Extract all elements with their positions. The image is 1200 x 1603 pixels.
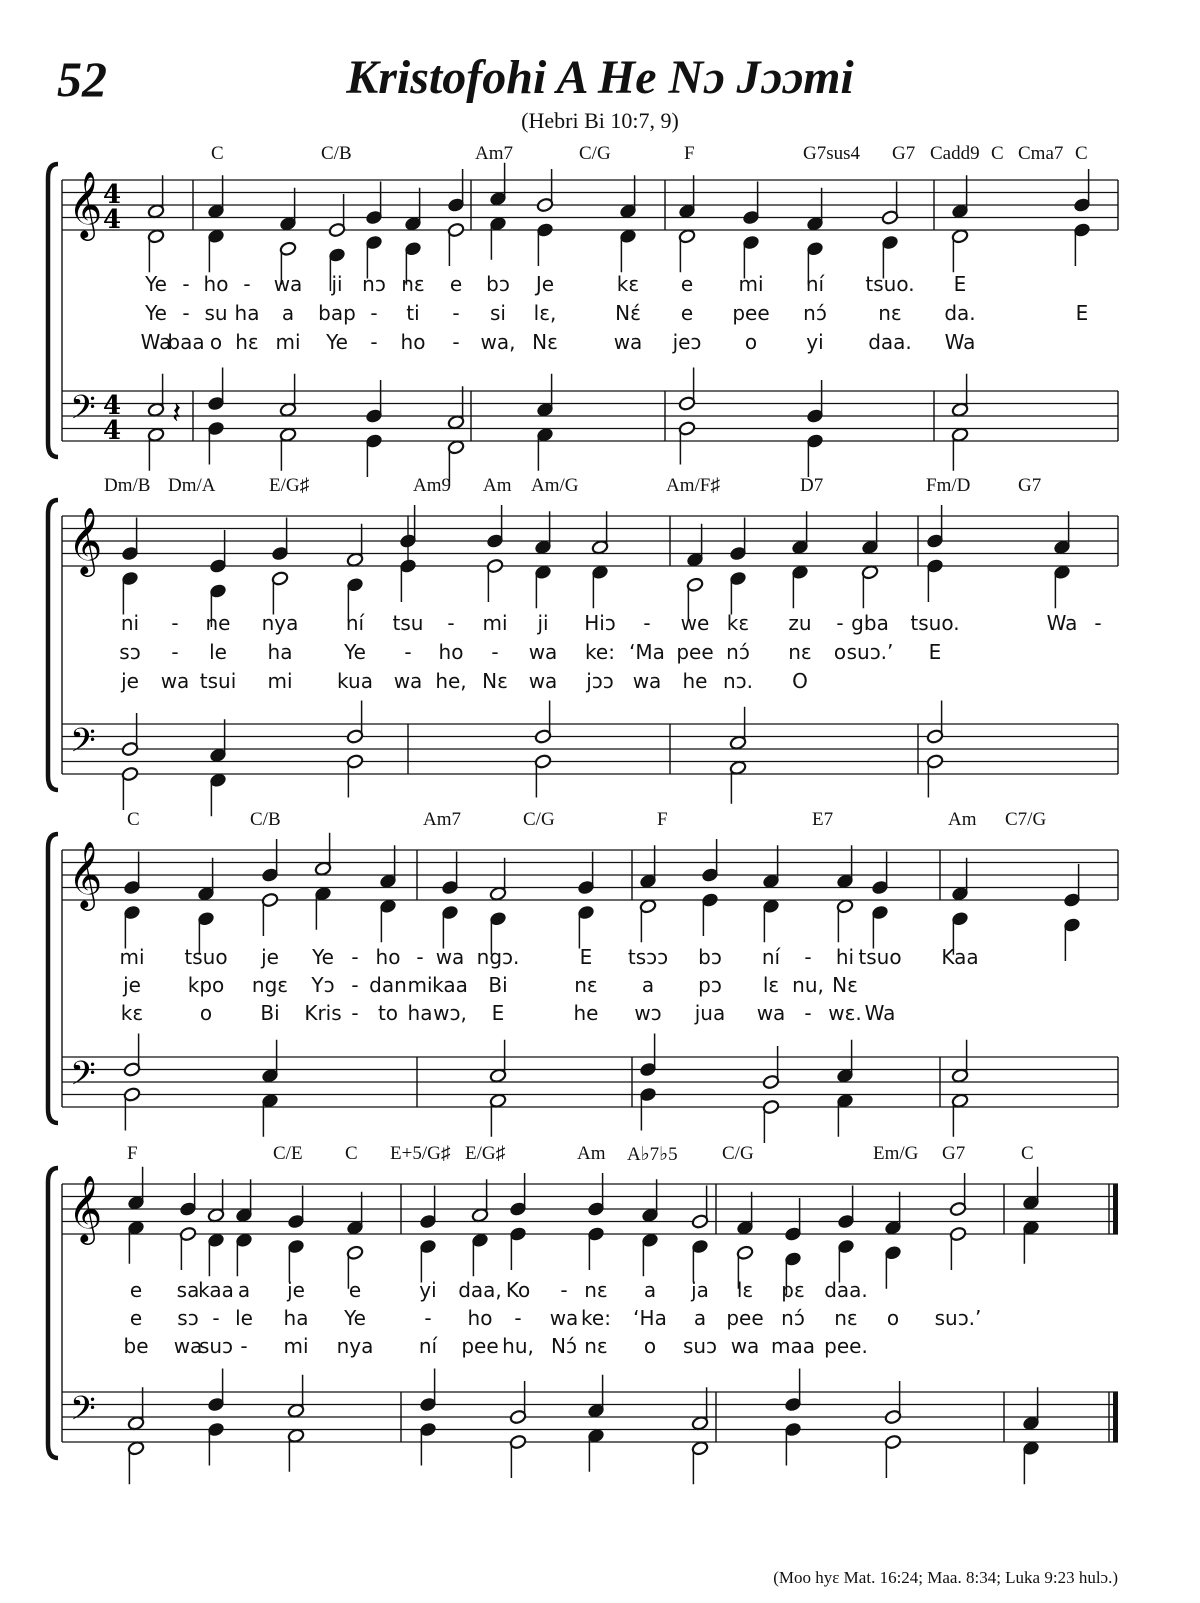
verse-3-syllable: Kris xyxy=(304,1001,342,1025)
verse-2-syllable: ha xyxy=(234,301,260,325)
verse-1-syllable: ho xyxy=(375,945,401,969)
scripture-reference: (Hebri Bi 10:7, 9) xyxy=(521,108,679,133)
treble-staff xyxy=(62,180,1118,230)
treble-staff xyxy=(62,516,1118,566)
chord-symbol: C/G xyxy=(523,809,555,830)
chord-symbol: Am7 xyxy=(475,143,513,164)
verse-2-syllable: - xyxy=(424,1306,432,1330)
verse-3-syllable: baa xyxy=(167,330,205,354)
chord-symbol: C xyxy=(127,809,140,830)
verse-1-syllable: ja xyxy=(691,1278,709,1302)
verse-1-syllable: daa, xyxy=(458,1278,502,1302)
verse-1-syllable: nɛ xyxy=(584,1278,608,1302)
verse-1-syllable: zu xyxy=(788,611,812,635)
verse-3-syllable: suɔ xyxy=(682,1334,718,1358)
verse-1-syllable: - xyxy=(182,272,190,296)
verse-1-syllable: - xyxy=(351,945,359,969)
verse-2-syllable: mi xyxy=(407,973,433,997)
verse-3-syllable: jua xyxy=(694,1001,726,1025)
verse-2-syllable: kpo xyxy=(187,973,225,997)
verse-3-syllable: jeɔ xyxy=(672,330,702,354)
verse-3-syllable: wa xyxy=(160,669,190,693)
verse-2-syllable: nɛ xyxy=(878,301,902,325)
verse-1-syllable: lɛ xyxy=(736,1278,754,1302)
verse-1-syllable: - xyxy=(836,611,844,635)
time-signature-numerator: 4 xyxy=(102,391,122,421)
verse-2-syllable: ke: xyxy=(585,640,615,664)
verse-3-syllable: o xyxy=(643,1334,657,1358)
chord-symbol: E7 xyxy=(812,809,834,830)
verse-2-syllable: - xyxy=(514,1306,522,1330)
verse-3-syllable: maa xyxy=(771,1334,815,1358)
verse-2-syllable: nɛ xyxy=(574,973,598,997)
verse-1-syllable: Kaa xyxy=(941,945,979,969)
verse-3-syllable: wɛ. xyxy=(828,1001,862,1025)
verse-3-syllable: jɔɔ xyxy=(586,669,614,693)
time-signature-denominator: 4 xyxy=(102,205,122,235)
verse-3-syllable: mi xyxy=(275,330,301,354)
verse-3-syllable: he xyxy=(573,1001,599,1025)
bass-clef-icon: 𝄢 xyxy=(70,1390,96,1436)
chord-symbol: C xyxy=(1075,143,1088,164)
verse-3-syllable: yi xyxy=(806,330,824,354)
verse-3-syllable: mi xyxy=(283,1334,309,1358)
chord-symbol: G7 xyxy=(1018,475,1042,496)
chord-symbol: Dm/B xyxy=(104,475,151,496)
verse-1-syllable: daa. xyxy=(824,1278,868,1302)
verse-3-syllable: Wa xyxy=(944,330,976,354)
verse-3-syllable: nɔ. xyxy=(722,669,754,693)
verse-1-syllable: Ko xyxy=(505,1278,531,1302)
chord-symbol: A♭7♭5 xyxy=(627,1144,678,1165)
chord-symbol: C/G xyxy=(722,1143,754,1164)
verse-3-syllable: Nɔ́ xyxy=(551,1334,577,1358)
verse-1-syllable: e xyxy=(348,1278,362,1302)
treble-clef-icon: 𝄞 xyxy=(68,1174,103,1242)
verse-1-syllable: E xyxy=(953,272,967,296)
verse-3-syllable: - xyxy=(370,330,378,354)
verse-3-syllable: pee. xyxy=(824,1334,868,1358)
song-title: Kristofohi A He Nɔ Jɔɔmi xyxy=(346,51,854,104)
chord-symbol: Am7 xyxy=(423,809,461,830)
verse-1-syllable: - xyxy=(243,272,251,296)
verse-1-syllable: gba xyxy=(851,611,889,635)
verse-3-syllable: wa xyxy=(632,669,662,693)
verse-1-syllable: hi xyxy=(835,945,855,969)
verse-1-syllable: e xyxy=(449,272,463,296)
verse-2-syllable: ‘Ha xyxy=(633,1306,667,1330)
verse-3-syllable: wa xyxy=(528,669,558,693)
chord-symbol: D7 xyxy=(800,475,824,496)
verse-2-syllable: kaa xyxy=(432,973,468,997)
verse-1-syllable: kɛ xyxy=(616,272,640,296)
verse-1-syllable: sa xyxy=(176,1278,200,1302)
verse-2-syllable: ti xyxy=(406,301,420,325)
verse-2-syllable: - xyxy=(370,301,378,325)
verse-3-syllable: o xyxy=(209,330,223,354)
verse-2-syllable: suɔ.’ xyxy=(846,640,894,664)
verse-2-syllable: Ye xyxy=(344,640,366,664)
verse-2-syllable: e xyxy=(680,301,694,325)
verse-2-syllable: o xyxy=(833,640,847,664)
verse-1-syllable: bɔ xyxy=(698,945,722,969)
verse-1-syllable: yi xyxy=(419,1278,437,1302)
verse-2-syllable: pɔ xyxy=(698,973,722,997)
verse-3-syllable: kɛ xyxy=(120,1001,144,1025)
verse-1-syllable: Je xyxy=(535,272,555,296)
system-bracket xyxy=(48,834,58,1123)
verse-2-syllable: nɔ́ xyxy=(803,301,827,325)
verse-2-syllable: - xyxy=(404,640,412,664)
verse-3-syllable: wɔ xyxy=(634,1001,662,1025)
verse-1-syllable: - xyxy=(643,611,651,635)
verse-2-syllable: E xyxy=(1075,301,1089,325)
verse-2-syllable: a xyxy=(693,1306,707,1330)
verse-2-syllable: o xyxy=(886,1306,900,1330)
verse-3-syllable: ní xyxy=(418,1334,438,1358)
verse-1-syllable: - xyxy=(416,945,424,969)
system-bracket xyxy=(48,164,58,457)
verse-2-syllable: si xyxy=(490,301,506,325)
verse-2-syllable: pee xyxy=(726,1306,764,1330)
verse-2-syllable: a xyxy=(641,973,655,997)
verse-1-syllable: e xyxy=(680,272,694,296)
verse-2-syllable: je xyxy=(123,973,141,997)
verse-3-syllable: pee xyxy=(461,1334,499,1358)
verse-3-syllable: - xyxy=(351,1001,359,1025)
time-signature-numerator: 4 xyxy=(102,180,122,210)
verse-1-syllable: mi xyxy=(482,611,508,635)
chord-symbol: C/B xyxy=(321,143,352,164)
verse-2-syllable: wa xyxy=(549,1306,579,1330)
verse-2-syllable: Ye xyxy=(344,1306,366,1330)
chord-symbol: F xyxy=(684,143,695,164)
chord-symbol: Am/F♯ xyxy=(666,475,720,496)
footer-references: (Moo hyɛ Mat. 16:24; Maa. 8:34; Luka 9:23 hulɔ.) xyxy=(773,1568,1118,1587)
chord-symbol: Cma7 xyxy=(1018,143,1064,164)
verse-2-syllable: nɛ xyxy=(788,640,812,664)
verse-3-syllable: Wa xyxy=(864,1001,896,1025)
system-bracket xyxy=(48,500,58,790)
verse-2-syllable: - xyxy=(351,973,359,997)
chord-symbol: Am9 xyxy=(413,475,451,496)
verse-3-syllable: kua xyxy=(337,669,373,693)
verse-3-syllable: - xyxy=(804,1001,812,1025)
verse-1-syllable: ní xyxy=(761,945,781,969)
verse-1-syllable: - xyxy=(560,1278,568,1302)
chord-symbol: E/G♯ xyxy=(465,1143,506,1164)
quarter-rest-icon: 𝄽 xyxy=(172,396,182,431)
verse-3-syllable: ho xyxy=(400,330,426,354)
verse-3-syllable: wa xyxy=(730,1334,760,1358)
verse-1-syllable: nɛ xyxy=(401,272,425,296)
verse-3-syllable: Bi xyxy=(260,1001,280,1025)
verse-2-syllable: ha xyxy=(283,1306,309,1330)
verse-3-syllable: Ye xyxy=(326,330,348,354)
verse-2-syllable: Yɔ xyxy=(311,973,335,997)
verse-3-syllable: wa xyxy=(613,330,643,354)
chord-symbol: G7 xyxy=(942,1143,966,1164)
verse-1-syllable: ho xyxy=(203,272,229,296)
verse-2-syllable: nu, xyxy=(792,973,824,997)
verse-3-syllable: ha xyxy=(407,1001,433,1025)
chord-symbol: C/B xyxy=(250,809,281,830)
bass-clef-icon: 𝄢 xyxy=(70,389,96,435)
verse-2-syllable: dan xyxy=(369,973,407,997)
chord-symbol: E/G♯ xyxy=(269,475,310,496)
chord-symbol: Fm/D xyxy=(926,475,971,496)
verse-3-syllable: mi xyxy=(267,669,293,693)
verse-3-syllable: nɛ xyxy=(584,1334,608,1358)
chord-symbol: Am xyxy=(577,1143,606,1164)
verse-2-syllable: Bi xyxy=(488,973,508,997)
verse-3-syllable: he xyxy=(682,669,708,693)
verse-3-syllable: Nɛ xyxy=(532,330,558,354)
chord-symbol: E+5/G♯ xyxy=(390,1143,451,1164)
verse-1-syllable: bɔ xyxy=(486,272,510,296)
verse-3-syllable: - xyxy=(240,1334,248,1358)
verse-2-syllable: E xyxy=(928,640,942,664)
verse-2-syllable: ke: xyxy=(581,1306,611,1330)
verse-2-syllable: - xyxy=(452,301,460,325)
verse-1-syllable: - xyxy=(171,611,179,635)
verse-1-syllable: Hiɔ xyxy=(584,611,616,635)
verse-2-syllable: sɔ xyxy=(119,640,141,664)
verse-2-syllable: ho xyxy=(467,1306,493,1330)
verse-3-syllable: O xyxy=(792,669,808,693)
song-number: 52 xyxy=(57,51,107,107)
verse-2-syllable: e xyxy=(129,1306,143,1330)
verse-1-syllable: we xyxy=(680,611,710,635)
verse-3-syllable: wa, xyxy=(480,330,516,354)
verse-2-syllable: - xyxy=(212,1306,220,1330)
chord-symbol: G7sus4 xyxy=(803,143,861,164)
verse-1-syllable: kaa xyxy=(198,1278,234,1302)
verse-2-syllable: Nɛ́ xyxy=(615,301,641,325)
chord-symbol: Am xyxy=(483,475,512,496)
verse-1-syllable: mi xyxy=(119,945,145,969)
verse-2-syllable: Nɛ xyxy=(832,973,858,997)
verse-1-syllable: nɔ xyxy=(362,272,386,296)
verse-3-syllable: wɔ, xyxy=(433,1001,467,1025)
verse-2-syllable: pee xyxy=(732,301,770,325)
chord-symbol: C/G xyxy=(579,143,611,164)
chord-symbol: Am/G xyxy=(531,475,579,496)
time-signature-denominator: 4 xyxy=(102,416,122,446)
final-barline xyxy=(1113,1184,1118,1234)
chord-symbol: C7/G xyxy=(1005,809,1047,830)
verse-2-syllable: a xyxy=(281,301,295,325)
verse-2-syllable: suɔ.’ xyxy=(934,1306,982,1330)
verse-1-syllable: ji xyxy=(331,272,343,296)
verse-1-syllable: je xyxy=(287,1278,305,1302)
treble-clef-icon: 𝄞 xyxy=(68,840,103,908)
verse-1-syllable: tsuo. xyxy=(910,611,960,635)
verse-2-syllable: - xyxy=(491,640,499,664)
verse-1-syllable: tsuo xyxy=(858,945,902,969)
chord-symbol: C xyxy=(1021,1143,1034,1164)
verse-1-syllable: a xyxy=(643,1278,657,1302)
verse-3-syllable: wa xyxy=(173,1334,203,1358)
verse-2-syllable: lɛ, xyxy=(533,301,557,325)
verse-2-syllable: nɛ xyxy=(834,1306,858,1330)
verse-2-syllable: le xyxy=(209,640,227,664)
chord-symbol: C xyxy=(991,143,1004,164)
verse-3-syllable: je xyxy=(121,669,139,693)
verse-3-syllable: be xyxy=(123,1334,149,1358)
verse-3-syllable: daa. xyxy=(868,330,912,354)
verse-2-syllable: le xyxy=(235,1306,253,1330)
chord-symbol: Dm/A xyxy=(168,475,216,496)
chord-symbol: C xyxy=(345,1143,358,1164)
verse-1-syllable: ní xyxy=(345,611,365,635)
verse-2-syllable: da. xyxy=(944,301,976,325)
verse-1-syllable: tsuo xyxy=(184,945,228,969)
verse-1-syllable: - xyxy=(1094,611,1102,635)
verse-3-syllable: hu, xyxy=(502,1334,534,1358)
verse-3-syllable: tsui xyxy=(199,669,237,693)
verse-3-syllable: wa xyxy=(393,669,423,693)
chord-symbol: Cadd9 xyxy=(930,143,980,164)
verse-1-syllable: e xyxy=(129,1278,143,1302)
verse-2-syllable: ho xyxy=(438,640,464,664)
verse-1-syllable: a xyxy=(237,1278,251,1302)
verse-1-syllable: Ye xyxy=(145,272,167,296)
verse-2-syllable: sɔ xyxy=(177,1306,199,1330)
verse-1-syllable: Ye xyxy=(312,945,334,969)
treble-clef-icon: 𝄞 xyxy=(68,170,103,238)
verse-2-syllable: lɛ xyxy=(762,973,780,997)
verse-1-syllable: je xyxy=(261,945,279,969)
verse-1-syllable: ní xyxy=(805,272,825,296)
verse-3-syllable: E xyxy=(491,1001,505,1025)
verse-1-syllable: ji xyxy=(537,611,549,635)
verse-3-syllable: hɛ xyxy=(235,330,259,354)
chord-symbol: F xyxy=(127,1143,138,1164)
verse-3-syllable: o xyxy=(744,330,758,354)
system-bracket xyxy=(48,1168,58,1458)
verse-1-syllable: kɛ xyxy=(726,611,750,635)
chord-symbol: G7 xyxy=(892,143,916,164)
verse-1-syllable: ne xyxy=(205,611,231,635)
bass-clef-icon: 𝄢 xyxy=(70,1055,96,1101)
verse-3-syllable: to xyxy=(377,1001,399,1025)
verse-1-syllable: E xyxy=(579,945,593,969)
verse-3-syllable: Nɛ xyxy=(482,669,508,693)
verse-1-syllable: pɛ xyxy=(781,1278,805,1302)
chord-symbol: Em/G xyxy=(873,1143,919,1164)
verse-2-syllable: ngɛ xyxy=(251,973,289,997)
verse-2-syllable: nɔ́ xyxy=(781,1306,805,1330)
verse-1-syllable: tsɔɔ xyxy=(627,945,669,969)
verse-3-syllable: suɔ xyxy=(198,1334,234,1358)
treble-clef-icon: 𝄞 xyxy=(68,506,103,574)
verse-1-syllable: ni xyxy=(120,611,140,635)
verse-1-syllable: ngɔ. xyxy=(476,945,520,969)
verse-1-syllable: nya xyxy=(261,611,299,635)
verse-2-syllable: ha xyxy=(267,640,293,664)
verse-3-syllable: wa xyxy=(756,1001,786,1025)
verse-2-syllable: bap xyxy=(318,301,356,325)
final-barline xyxy=(1113,1392,1118,1442)
verse-2-syllable: wa xyxy=(528,640,558,664)
verse-2-syllable: su xyxy=(204,301,228,325)
bass-staff xyxy=(62,724,1118,774)
verse-2-syllable: nɔ́ xyxy=(726,640,750,664)
verse-1-syllable: wa xyxy=(273,272,303,296)
verse-3-syllable: nya xyxy=(336,1334,374,1358)
verse-1-syllable: wa xyxy=(435,945,465,969)
verse-2-syllable: ‘Ma xyxy=(629,640,665,664)
verse-1-syllable: Wa xyxy=(1046,611,1078,635)
verse-3-syllable: o xyxy=(199,1001,213,1025)
verse-3-syllable: - xyxy=(452,330,460,354)
verse-2-syllable: - xyxy=(182,301,190,325)
verse-1-syllable: - xyxy=(804,945,812,969)
verse-1-syllable: - xyxy=(447,611,455,635)
verse-1-syllable: tsu xyxy=(392,611,424,635)
verse-1-syllable: mi xyxy=(738,272,764,296)
verse-3-syllable: Wa xyxy=(140,330,172,354)
verse-2-syllable: pee xyxy=(676,640,714,664)
chord-symbol: C/E xyxy=(273,1143,303,1164)
verse-1-syllable: tsuo. xyxy=(865,272,915,296)
verse-2-syllable: - xyxy=(171,640,179,664)
chord-symbol: Am xyxy=(948,809,977,830)
bass-clef-icon: 𝄢 xyxy=(70,722,96,768)
verse-2-syllable: Ye xyxy=(145,301,167,325)
verse-3-syllable: he, xyxy=(435,669,467,693)
chord-symbol: C xyxy=(211,143,224,164)
chord-symbol: F xyxy=(657,809,668,830)
